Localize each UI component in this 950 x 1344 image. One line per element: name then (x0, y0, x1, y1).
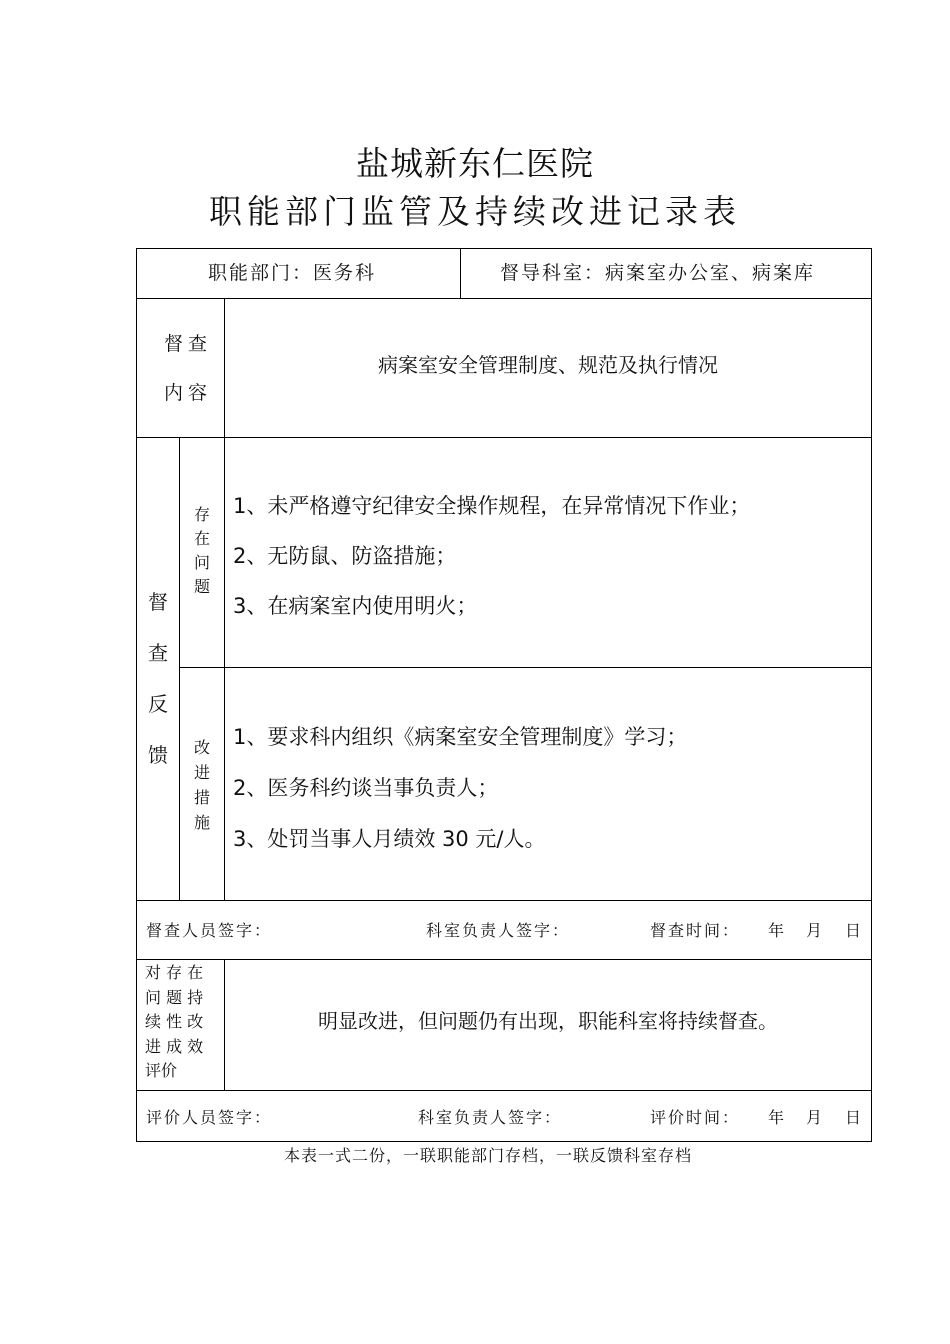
hospital-title: 盐城新东仁医院 (356, 144, 594, 183)
col-divider (224, 437, 225, 901)
table-border-bottom (136, 1141, 872, 1142)
measures-label-char: 改 (193, 738, 210, 757)
row-divider (136, 1090, 872, 1091)
department-head-signature-label: 科室负责人签字： (426, 921, 571, 940)
evaluation-label-line: 进 成 效 (145, 1036, 204, 1056)
form-title: 职能部门监管及持续改进记录表 (209, 192, 741, 231)
problems-label-char: 题 (193, 577, 210, 596)
row-divider (136, 959, 872, 960)
day-label: 日 (845, 921, 862, 940)
inspection-label-line1: 督查 (164, 333, 213, 355)
measure-item: 2、医务科约谈当事负责人； (233, 776, 499, 800)
problems-label (180, 503, 224, 599)
measures-label-char: 进 (193, 763, 210, 782)
row-divider (136, 437, 872, 438)
measures-label (180, 735, 224, 835)
row-divider (179, 667, 872, 668)
inspector-signature-label: 督查人员签字： (146, 921, 273, 940)
table-border-right (871, 248, 872, 1142)
day-label-2: 日 (845, 1108, 862, 1127)
year-label: 年 (768, 921, 785, 940)
feedback-label (137, 577, 179, 781)
evaluation-label-line: 问 题 持 (145, 987, 204, 1007)
year-label-2: 年 (768, 1108, 785, 1127)
inspection-label-line2: 内容 (164, 382, 213, 404)
feedback-label-char: 查 (148, 641, 168, 665)
measures-label-char: 措 (193, 788, 210, 807)
problems-label-char: 存 (193, 505, 210, 524)
problems-label-char: 在 (193, 529, 210, 548)
inspection-time-label: 督查时间： (650, 921, 741, 940)
footer-note: 本表一式二份，一联职能部门存档，一联反馈科室存档 (283, 1146, 692, 1165)
problem-item: 2、无防鼠、防盗措施； (233, 544, 457, 568)
measures-list (233, 712, 687, 865)
department-field: 职能部门：医务科 (208, 262, 377, 284)
problems-label-char: 问 (193, 553, 210, 572)
evaluation-label (145, 961, 203, 1084)
evaluator-signature-label: 评价人员签字： (146, 1108, 273, 1127)
table-border-top (136, 248, 872, 249)
measures-label-char: 施 (193, 813, 210, 832)
measure-item: 3、处罚当事人月绩效 30 元/人。 (233, 827, 546, 851)
measure-item: 1、要求科内组织《病案室安全管理制度》学习； (233, 725, 688, 749)
supervised-department-field: 督导科室：病案室办公室、病案库 (500, 262, 816, 284)
month-label-2: 月 (806, 1108, 823, 1127)
feedback-label-char: 馈 (148, 743, 168, 767)
feedback-label-char: 反 (148, 692, 168, 716)
problems-list (233, 481, 750, 631)
problem-item: 3、在病案室内使用明火； (233, 594, 478, 618)
evaluation-label-line: 续 性 改 (145, 1012, 204, 1031)
month-label: 月 (806, 921, 823, 940)
col-divider (460, 248, 461, 299)
evaluation-time-label: 评价时间： (650, 1108, 741, 1127)
evaluation-label-line: 对 存 在 (145, 963, 204, 982)
evaluation-content: 明显改进，但问题仍有出现，职能科室将持续督查。 (318, 1009, 778, 1033)
evaluation-label-line: 评价 (145, 1061, 178, 1080)
problem-item: 1、未严格遵守纪律安全操作规程，在异常情况下作业； (233, 494, 751, 518)
department-head-signature-label-2: 科室负责人签字： (418, 1108, 563, 1127)
row-divider (136, 900, 872, 901)
row-divider (136, 298, 872, 299)
feedback-label-char: 督 (148, 590, 168, 614)
inspection-content: 病案室安全管理制度、规范及执行情况 (378, 353, 718, 377)
